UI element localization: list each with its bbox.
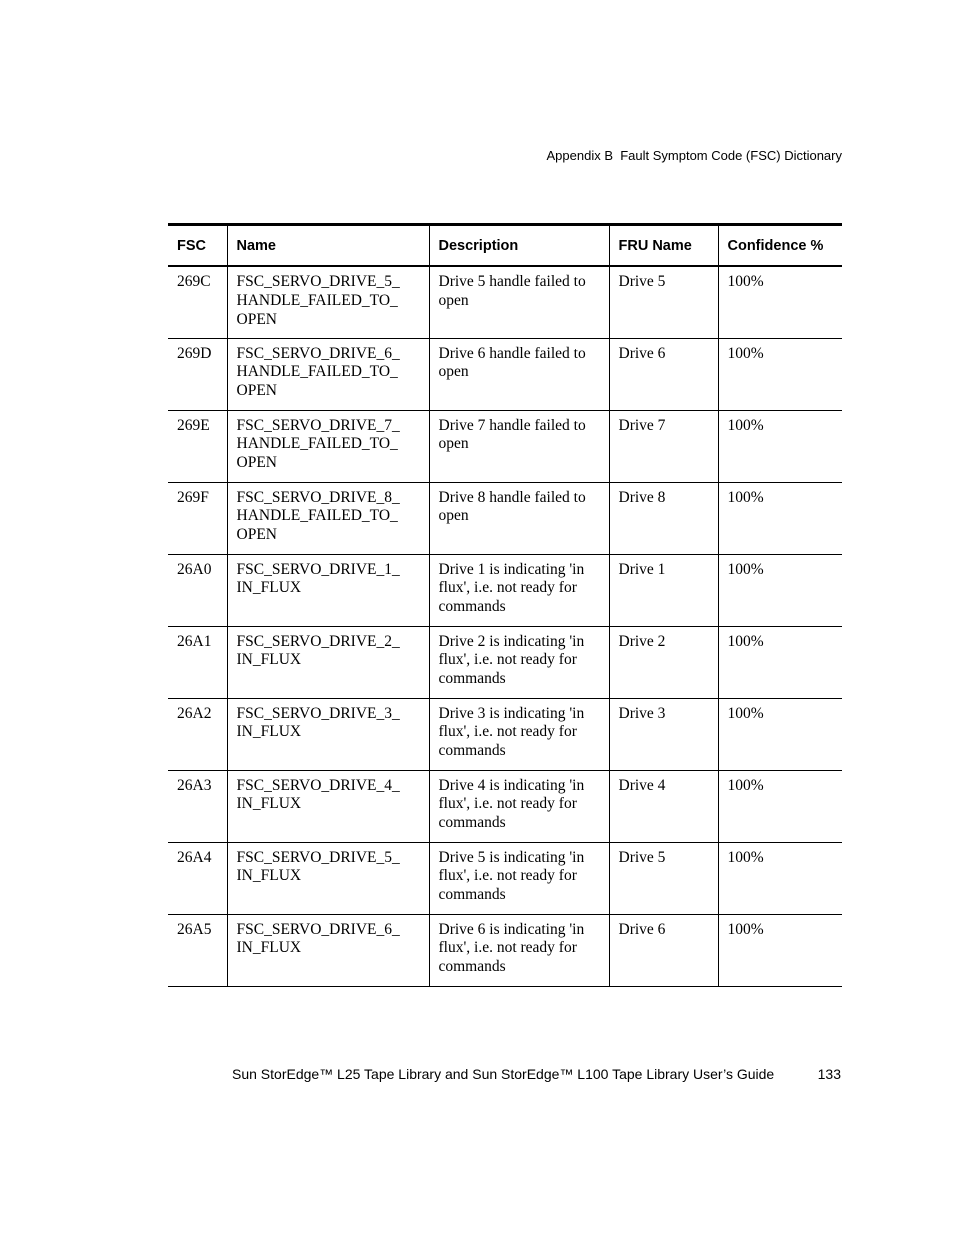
cell-fru-name: Drive 3 [609, 698, 718, 770]
cell-fsc: 269E [168, 410, 227, 482]
cell-fsc: 26A5 [168, 914, 227, 986]
cell-name-line: FSC_SERVO_DRIVE_7_ [236, 416, 400, 434]
column-header-name: Name [227, 225, 429, 267]
cell-name [227, 338, 429, 410]
cell-name-line: IN_FLUX [236, 579, 302, 597]
cell-name-line: IN_FLUX [236, 723, 302, 741]
table-row [168, 554, 842, 626]
cell-fru-name: Drive 2 [609, 626, 718, 698]
cell-name [227, 698, 429, 770]
cell-fsc: 26A0 [168, 554, 227, 626]
table-row [168, 770, 842, 842]
cell-fsc: 26A4 [168, 842, 227, 914]
cell-fsc: 269F [168, 482, 227, 554]
cell-name-line: OPEN [236, 454, 277, 472]
cell-description: Drive 8 handle failed to open [429, 482, 609, 554]
table-row [168, 914, 842, 986]
table-row [168, 338, 842, 410]
cell-fru-name: Drive 4 [609, 770, 718, 842]
cell-name-line: FSC_SERVO_DRIVE_5_ [236, 848, 400, 866]
fsc-table [168, 223, 842, 987]
cell-confidence: 100% [718, 698, 842, 770]
cell-confidence: 100% [718, 626, 842, 698]
cell-description: Drive 6 handle failed to open [429, 338, 609, 410]
cell-name [227, 914, 429, 986]
cell-description: Drive 1 is indicating 'in flux', i.e. not ready for commands [429, 554, 609, 626]
cell-description: Drive 3 is indicating 'in flux', i.e. not ready for commands [429, 698, 609, 770]
column-header-confidence: Confidence % [718, 225, 842, 267]
table-body [168, 266, 842, 986]
running-header: Appendix B Fault Symptom Code (FSC) Dictionary [546, 148, 842, 163]
table-row [168, 410, 842, 482]
cell-description: Drive 4 is indicating 'in flux', i.e. not ready for commands [429, 770, 609, 842]
cell-name-line: OPEN [236, 310, 277, 328]
cell-confidence: 100% [718, 482, 842, 554]
table-row [168, 842, 842, 914]
cell-name-line: IN_FLUX [236, 795, 302, 813]
cell-confidence: 100% [718, 410, 842, 482]
table-row [168, 266, 842, 338]
cell-confidence: 100% [718, 842, 842, 914]
cell-fsc: 26A1 [168, 626, 227, 698]
cell-name-line: IN_FLUX [236, 867, 302, 885]
cell-confidence: 100% [718, 914, 842, 986]
cell-fru-name: Drive 7 [609, 410, 718, 482]
cell-fsc: 26A3 [168, 770, 227, 842]
cell-name [227, 266, 429, 338]
table-row [168, 698, 842, 770]
cell-confidence: 100% [718, 338, 842, 410]
cell-description: Drive 2 is indicating 'in flux', i.e. not ready for commands [429, 626, 609, 698]
cell-fsc: 26A2 [168, 698, 227, 770]
cell-fru-name: Drive 8 [609, 482, 718, 554]
cell-name [227, 626, 429, 698]
column-header-fru-name: FRU Name [609, 225, 718, 267]
cell-name-line: FSC_SERVO_DRIVE_1_ [236, 560, 400, 578]
cell-confidence: 100% [718, 266, 842, 338]
cell-name-line: HANDLE_FAILED_TO_ [236, 363, 398, 381]
cell-name [227, 842, 429, 914]
cell-fsc: 269D [168, 338, 227, 410]
page-number: 133 [817, 1066, 841, 1082]
cell-confidence: 100% [718, 554, 842, 626]
cell-name-line: FSC_SERVO_DRIVE_8_ [236, 488, 400, 506]
cell-name-line: HANDLE_FAILED_TO_ [236, 435, 398, 453]
cell-description: Drive 6 is indicating 'in flux', i.e. not ready for commands [429, 914, 609, 986]
cell-name [227, 770, 429, 842]
cell-description: Drive 5 is indicating 'in flux', i.e. not ready for commands [429, 842, 609, 914]
cell-name-line: OPEN [236, 382, 277, 400]
cell-name-line: OPEN [236, 526, 277, 544]
cell-description: Drive 7 handle failed to open [429, 410, 609, 482]
cell-confidence: 100% [718, 770, 842, 842]
cell-name-line: FSC_SERVO_DRIVE_6_ [236, 920, 400, 938]
cell-name-line: HANDLE_FAILED_TO_ [236, 291, 398, 309]
cell-name-line: IN_FLUX [236, 651, 302, 669]
table-row [168, 626, 842, 698]
cell-name-line: FSC_SERVO_DRIVE_5_ [236, 273, 400, 290]
cell-fru-name: Drive 5 [609, 266, 718, 338]
table-row [168, 482, 842, 554]
footer-book-title: Sun StorEdge™ L25 Tape Library and Sun StorEdge™ L100 Tape Library User’s Guide [232, 1066, 775, 1082]
cell-name [227, 410, 429, 482]
cell-fru-name: Drive 6 [609, 338, 718, 410]
column-header-description: Description [429, 225, 609, 267]
column-header-fsc: FSC [168, 225, 227, 267]
cell-fru-name: Drive 5 [609, 842, 718, 914]
cell-description: Drive 5 handle failed to open [429, 266, 609, 338]
cell-name-line: FSC_SERVO_DRIVE_2_ [236, 632, 400, 650]
cell-name-line: FSC_SERVO_DRIVE_4_ [236, 776, 400, 794]
cell-name [227, 554, 429, 626]
cell-name-line: HANDLE_FAILED_TO_ [236, 507, 398, 525]
table-header-row [168, 225, 842, 267]
cell-name-line: FSC_SERVO_DRIVE_3_ [236, 704, 400, 722]
cell-fru-name: Drive 6 [609, 914, 718, 986]
cell-fsc: 269C [177, 273, 211, 290]
cell-name-line: IN_FLUX [236, 939, 302, 957]
cell-fru-name: Drive 1 [609, 554, 718, 626]
cell-name [227, 482, 429, 554]
cell-name-line: FSC_SERVO_DRIVE_6_ [236, 344, 400, 362]
